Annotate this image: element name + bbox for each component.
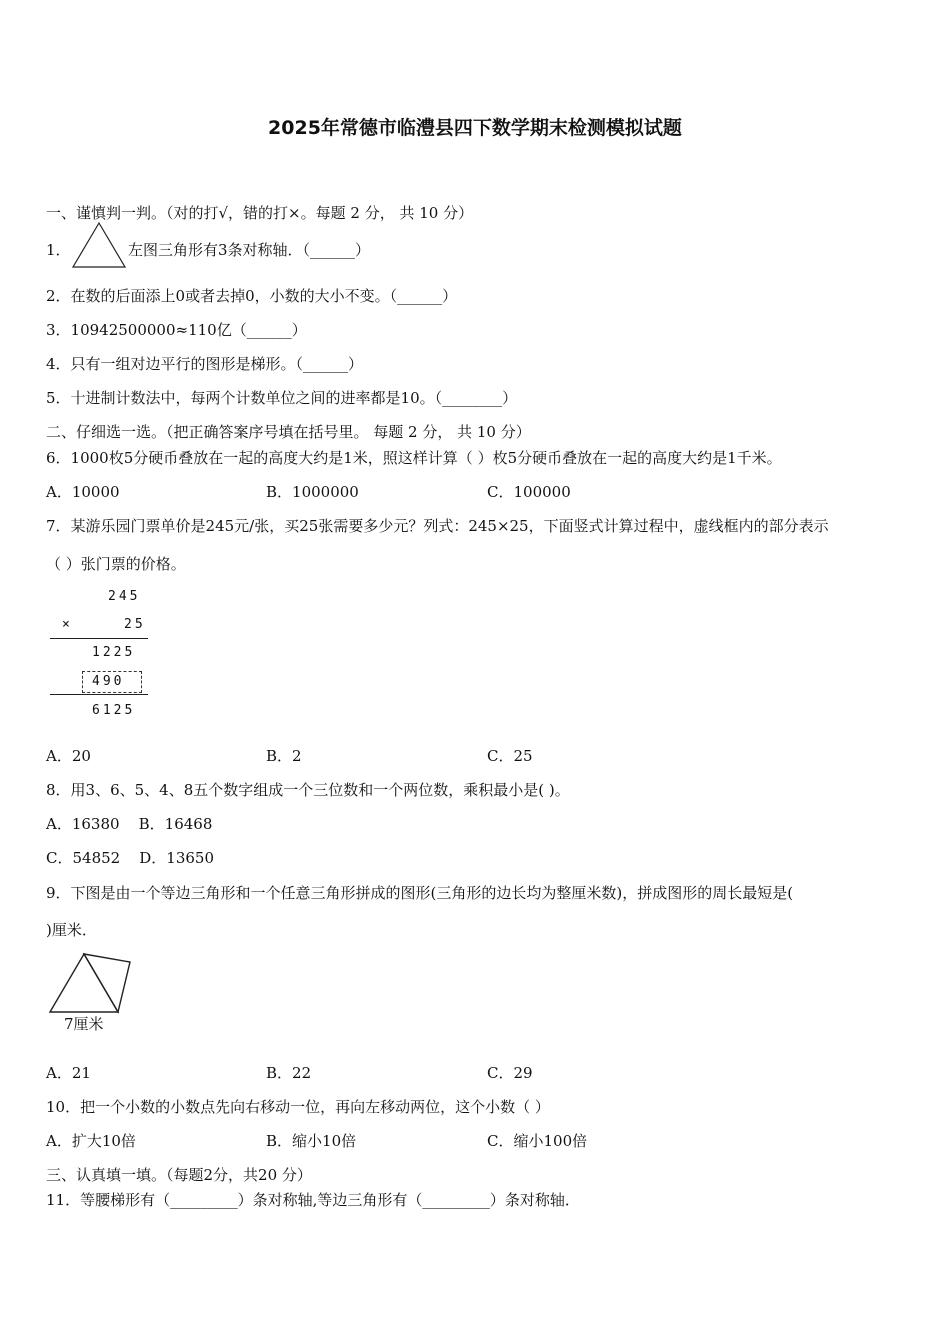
- q9-option-c: C．29: [487, 1064, 533, 1082]
- q6-option-c: C．100000: [487, 483, 571, 501]
- q6-option-a: A．10000: [46, 483, 120, 501]
- q7-text-line2: （ ）张门票的价格。: [46, 555, 186, 573]
- calc-row-25: 25: [124, 617, 146, 632]
- q1-text: 左图三角形有3条对称轴．（______）: [128, 241, 371, 259]
- q7-option-b: B．2: [266, 747, 302, 765]
- section1-heading: 一、谨慎判一判。（对的打√，错的打×。每题 2 分， 共 10 分）: [46, 204, 474, 222]
- q2-text: 2．在数的后面添上0或者去掉0，小数的大小不变。（______）: [46, 287, 458, 305]
- calc-row-490: 490: [92, 674, 125, 689]
- page-title: 2025年常德市临澧县四下数学期末检测模拟试题: [268, 117, 682, 139]
- q9-figure-label: 7厘米: [64, 1015, 104, 1033]
- triangle-shape: [73, 223, 125, 267]
- calc-row-6125: 6125: [92, 703, 136, 718]
- q8-text: 8．用3、6、5、4、8五个数字组成一个三位数和一个两位数，乘积最小是( )。: [46, 781, 570, 799]
- q1-number: 1．: [46, 241, 71, 259]
- calc-times-sign: ×: [62, 617, 73, 632]
- q10-option-c: C．缩小100倍: [487, 1132, 588, 1150]
- q5-text: 5．十进制计数法中，每两个计数单位之间的进率都是10。（________）: [46, 389, 518, 407]
- q7-option-c: C．25: [487, 747, 533, 765]
- q10-text: 10．把一个小数的小数点先向右移动一位，再向左移动两位，这个小数（ ）: [46, 1098, 550, 1116]
- q10-option-b: B．缩小10倍: [266, 1132, 357, 1150]
- q9-text-line1: 9．下图是由一个等边三角形和一个任意三角形拼成的图形(三角形的边长均为整厘米数)，拼成图形的周长最短是(: [46, 884, 794, 902]
- q7-text-line1: 7．某游乐园门票单价是245元/张，买25张需要多少元？列式：245×25，下面竖式计算过程中，虚线框内的部分表示: [46, 517, 829, 535]
- equilateral-triangle: [50, 954, 118, 1012]
- q10-option-a: A．扩大10倍: [46, 1132, 136, 1150]
- q9-triangles-figure: [46, 950, 136, 1016]
- q6-option-b: B．1000000: [266, 483, 359, 501]
- calc-rule-2: [50, 694, 148, 695]
- q4-text: 4．只有一组对边平行的图形是梯形。（______）: [46, 355, 364, 373]
- q8-options-row2: C．54852 D．13650: [46, 849, 215, 867]
- q6-text: 6．1000枚5分硬币叠放在一起的高度大约是1米，照这样计算（ ）枚5分硬币叠放在一起的高度大约是1千米。: [46, 449, 782, 467]
- section3-heading: 三、认真填一填。（每题2分，共20 分）: [46, 1166, 312, 1184]
- calc-rule-1: [50, 638, 148, 639]
- q9-option-a: A．21: [46, 1064, 91, 1082]
- q7-option-a: A．20: [46, 747, 91, 765]
- triangle-figure: [70, 220, 128, 270]
- q3-text: 3．10942500000≈110亿（______）: [46, 321, 307, 339]
- q9-option-b: B．22: [266, 1064, 312, 1082]
- q9-text-line2: )厘米．: [46, 921, 97, 939]
- q8-options-row1: A．16380 B．16468: [46, 815, 213, 833]
- calc-row-1225: 1225: [92, 645, 136, 660]
- calc-row-245: 245: [108, 589, 141, 604]
- arbitrary-triangle: [84, 954, 130, 1012]
- q11-text: 11．等腰梯形有（_________）条对称轴,等边三角形有（_________）条对称轴．: [46, 1191, 580, 1209]
- section2-heading: 二、仔细选一选。（把正确答案序号填在括号里。 每题 2 分， 共 10 分）: [46, 423, 531, 441]
